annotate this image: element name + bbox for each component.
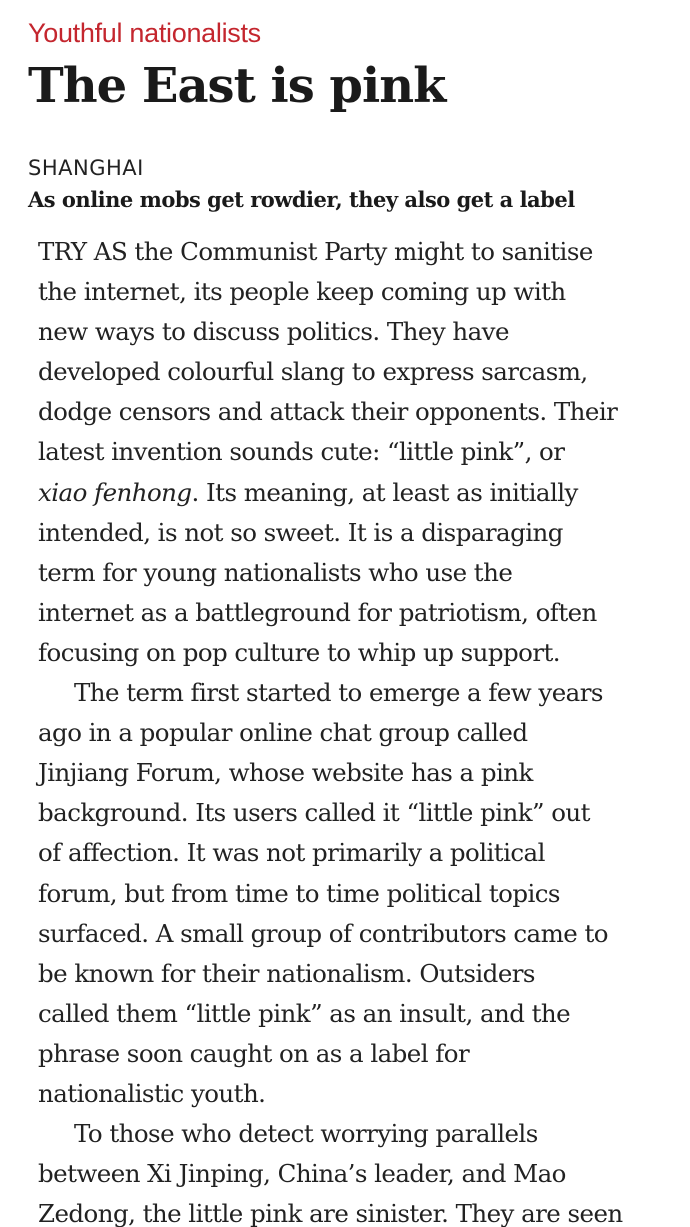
body-line: internet as a battleground for patriotism, often	[38, 597, 597, 627]
body-line: new ways to discuss politics. They have	[38, 317, 509, 347]
italic-term: xiao fenhong	[38, 477, 192, 507]
body-line: nationalistic youth.	[38, 1078, 266, 1108]
body-line	[38, 473, 678, 513]
article-dateline: SHANGHAI	[28, 156, 144, 180]
body-line: forum, but from time to time political topics	[38, 878, 560, 908]
body-line: background. Its users called it “little pink” out	[38, 798, 590, 828]
body-line: dodge censors and attack their opponents. Their	[38, 397, 618, 427]
body-line: developed colourful slang to express sarcasm,	[38, 357, 588, 387]
body-line: Jinjiang Forum, whose website has a pink	[38, 758, 533, 788]
body-line: be known for their nationalism. Outsiders	[38, 958, 535, 988]
body-line: focusing on pop culture to whip up support.	[38, 637, 561, 667]
body-line: latest invention sounds cute: “little pink”, or	[38, 437, 565, 467]
body-line: called them “little pink” as an insult, and the	[38, 998, 571, 1028]
body-line: surfaced. A small group of contributors came to	[38, 918, 608, 948]
body-line: between Xi Jinping, China’s leader, and Mao	[38, 1159, 566, 1189]
body-line: term for young nationalists who use the	[38, 557, 513, 587]
body-line: To those who detect worrying parallels	[74, 1119, 538, 1149]
body-line: TRY AS the Communist Party might to sanitise	[38, 237, 593, 266]
article-kicker: Youthful nationalists	[28, 18, 261, 48]
article-rubric: As online mobs get rowdier, they also get a label	[28, 187, 575, 212]
body-line: the internet, its people keep coming up with	[38, 277, 566, 307]
body-line-rest: . Its meaning, at least as initially	[191, 477, 578, 507]
article-headline: The East is pink	[28, 58, 446, 114]
body-line: of affection. It was not primarily a political	[38, 838, 545, 868]
body-line: phrase soon caught on as a label for	[38, 1038, 470, 1068]
body-line: Zedong, the little pink are sinister. They are seen	[38, 1199, 623, 1227]
body-line: intended, is not so sweet. It is a disparaging	[38, 517, 563, 547]
body-line: ago in a popular online chat group called	[38, 718, 528, 748]
body-line: The term first started to emerge a few years	[74, 678, 603, 708]
article-body	[38, 232, 678, 1227]
